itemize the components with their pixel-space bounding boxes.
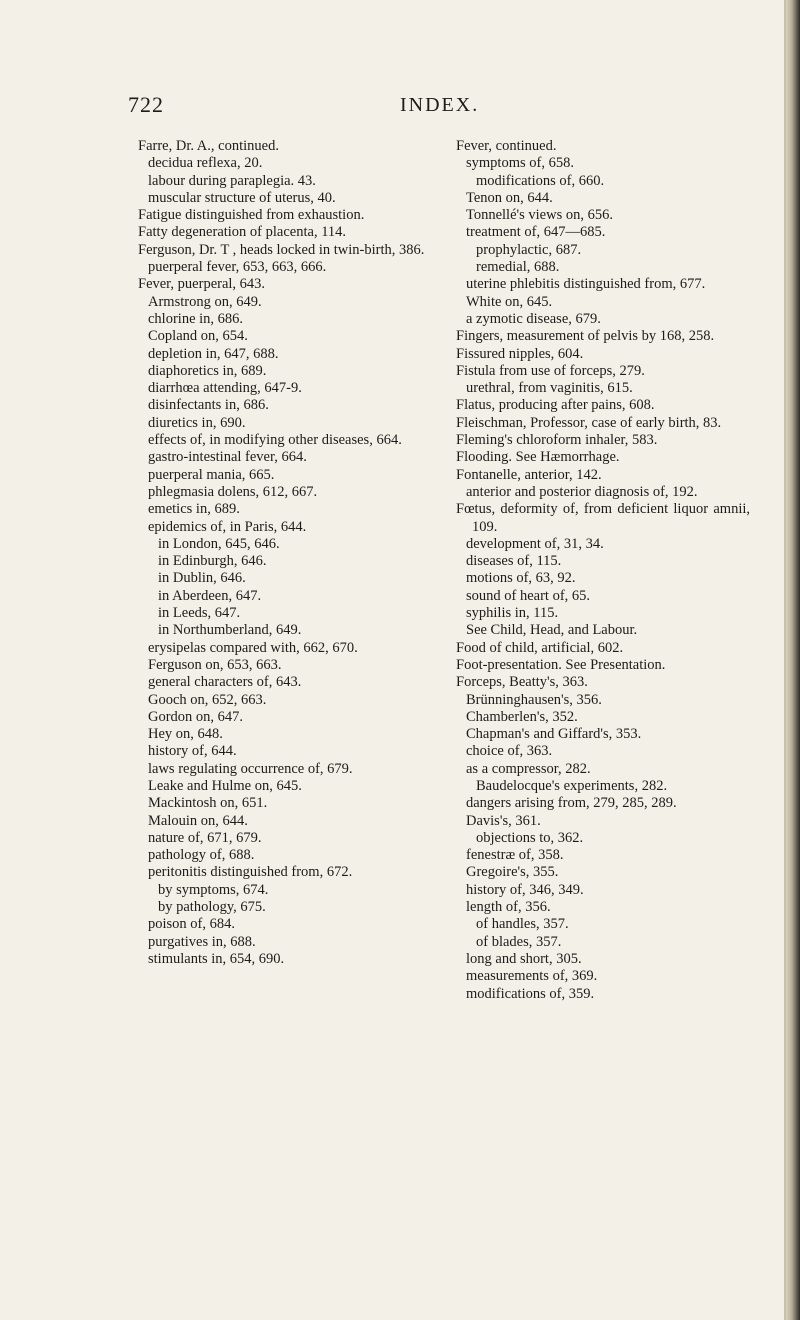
index-subentry: modifications of, 660. [476, 172, 605, 189]
index-entry: Ferguson, Dr. T , heads locked in twin-birth, 386. [138, 241, 425, 258]
index-subentry: muscular structure of uterus, 40. [148, 189, 336, 206]
index-entry: Fleischman, Professor, case of early birth, 83. [456, 414, 722, 431]
index-entry: Fever, puerperal, 643. [138, 276, 266, 293]
index-subentry: Hey on, 648. [148, 726, 223, 743]
index-subentry: diuretics in, 690. [148, 414, 246, 431]
index-subentry: stimulants in, 654, 690. [148, 950, 285, 967]
index-entry: Forceps, Beatty's, 363. [456, 674, 588, 691]
index-subentry: of handles, 357. [476, 916, 569, 933]
index-subentry: peritonitis distinguished from, 672. [148, 864, 353, 881]
index-subentry: by pathology, 675. [158, 899, 266, 916]
index-subentry: in Leeds, 647. [158, 605, 241, 622]
index-subentry: pathology of, 688. [148, 847, 255, 864]
index-subentry: effects of, in modifying other diseases, 664. [148, 432, 402, 449]
index-subentry: syphilis in, 115. [466, 605, 559, 622]
page-edge [786, 0, 800, 1320]
index-subentry: treatment of, 647—685. [466, 224, 606, 241]
index-subentry: diaphoretics in, 689. [148, 362, 267, 379]
index-entry: Fatigue distinguished from exhaustion. [138, 207, 365, 224]
index-entry: Fingers, measurement of pelvis by 168, 258. [456, 328, 715, 345]
index-subentry: history of, 644. [148, 743, 237, 760]
index-subentry: development of, 31, 34. [466, 535, 604, 552]
index-subentry: in Dublin, 646. [158, 570, 246, 587]
page-header [128, 92, 688, 122]
index-subentry: Tenon on, 644. [466, 189, 553, 206]
index-subentry: puerperal fever, 653, 663, 666. [148, 259, 327, 276]
index-entry: Fœtus, deformity of, from deficient liquor amnii, 109. [456, 501, 750, 535]
index-subentry: length of, 356. [466, 899, 551, 916]
index-subentry: Ferguson on, 653, 663. [148, 656, 282, 673]
index-subentry: poison of, 684. [148, 916, 235, 933]
index-entry: Flatus, producing after pains, 608. [456, 397, 655, 414]
index-entry: Farre, Dr. A., continued. [138, 138, 279, 154]
index-subentry: prophylactic, 687. [476, 241, 582, 258]
running-title: INDEX. [400, 94, 480, 116]
index-subentry: measurements of, 369. [466, 968, 598, 985]
index-subentry: choice of, 363. [466, 743, 553, 760]
index-subentry: nature of, 671, 679. [148, 829, 262, 846]
index-subentry: See Child, Head, and Labour. [466, 622, 638, 639]
index-entry: Foot-presentation. See Presentation. [456, 656, 666, 673]
index-entry: Food of child, artificial, 602. [456, 639, 624, 656]
index-subentry: Armstrong on, 649. [148, 293, 262, 310]
index-subentry: objections to, 362. [476, 829, 584, 846]
index-subentry: purgatives in, 688. [148, 933, 256, 950]
index-subentry: symptoms of, 658. [466, 155, 574, 172]
index-subentry: in Aberdeen, 647. [158, 587, 262, 604]
index-entry: Fatty degeneration of placenta, 114. [138, 224, 347, 241]
index-subentry: Brünninghausen's, 356. [466, 691, 602, 708]
index-subentry: a zymotic disease, 679. [466, 310, 601, 327]
index-entry: Fleming's chloroform inhaler, 583. [456, 432, 658, 449]
index-subentry: laws regulating occurrence of, 679. [148, 760, 353, 777]
index-subentry: chlorine in, 686. [148, 310, 244, 327]
index-subentry: diarrhœa attending, 647-9. [148, 380, 302, 397]
index-subentry: sound of heart of, 65. [466, 587, 591, 604]
index-subentry: depletion in, 647, 688. [148, 345, 279, 362]
index-subentry: history of, 346, 349. [466, 881, 584, 898]
index-entry: Fistula from use of forceps, 279. [456, 362, 645, 379]
index-subentry: Mackintosh on, 651. [148, 795, 268, 812]
index-subentry: Chamberlen's, 352. [466, 708, 578, 725]
index-subentry: dangers arising from, 279, 285, 289. [466, 795, 677, 812]
index-subentry: long and short, 305. [466, 950, 582, 967]
index-subentry: by symptoms, 674. [158, 881, 269, 898]
index-subentry: uterine phlebitis distinguished from, 677. [466, 276, 706, 293]
index-subentry: Gooch on, 652, 663. [148, 691, 267, 708]
index-subentry: Malouin on, 644. [148, 812, 248, 829]
index-entry: Flooding. See Hæmorrhage. [456, 449, 620, 466]
index-subentry: Chapman's and Giffard's, 353. [466, 726, 642, 743]
index-subentry: motions of, 63, 92. [466, 570, 576, 587]
index-subentry: puerperal mania, 665. [148, 466, 275, 483]
index-subentry: disinfectants in, 686. [148, 397, 269, 414]
index-subentry: remedial, 688. [476, 259, 560, 276]
index-subentry: as a compressor, 282. [466, 760, 591, 777]
index-subentry: Davis's, 361. [466, 812, 541, 829]
index-subentry: Tonnellé's views on, 656. [466, 207, 613, 224]
page-number: 722 [128, 92, 164, 117]
index-subentry: erysipelas compared with, 662, 670. [148, 639, 358, 656]
index-subentry: gastro-intestinal fever, 664. [148, 449, 307, 466]
index-subentry: decidua reflexa, 20. [148, 155, 263, 172]
index-subentry: Copland on, 654. [148, 328, 248, 345]
index-subentry: in Northumberland, 649. [158, 622, 302, 639]
index-subentry: fenestræ of, 358. [466, 847, 564, 864]
index-subentry: Gordon on, 647. [148, 708, 244, 725]
index-subentry: phlegmasia dolens, 612, 667. [148, 483, 318, 500]
index-subentry: Leake and Hulme on, 645. [148, 777, 302, 794]
index-subentry: in Edinburgh, 646. [158, 553, 267, 570]
index-subentry: diseases of, 115. [466, 553, 562, 570]
index-subentry: general characters of, 643. [148, 674, 302, 691]
index-subentry: anterior and posterior diagnosis of, 192. [466, 483, 698, 500]
index-entry: Fissured nipples, 604. [456, 345, 584, 362]
index-column-right [456, 138, 750, 1003]
page-gutter [784, 0, 786, 1320]
index-subentry: emetics in, 689. [148, 501, 240, 518]
index-subentry: Gregoire's, 355. [466, 864, 559, 881]
index-entry: Fontanelle, anterior, 142. [456, 466, 602, 483]
index-subentry: modifications of, 359. [466, 985, 595, 1002]
index-subentry: Baudelocque's experiments, 282. [476, 777, 668, 794]
index-subentry: labour during paraplegia. 43. [148, 172, 316, 189]
index-entry: Fever, continued. [456, 138, 557, 154]
index-subentry: epidemics of, in Paris, 644. [148, 518, 307, 535]
index-subentry: urethral, from vaginitis, 615. [466, 380, 633, 397]
index-column-left [138, 138, 432, 968]
index-subentry: of blades, 357. [476, 933, 562, 950]
index-subentry: White on, 645. [466, 293, 553, 310]
index-subentry: in London, 645, 646. [158, 535, 280, 552]
